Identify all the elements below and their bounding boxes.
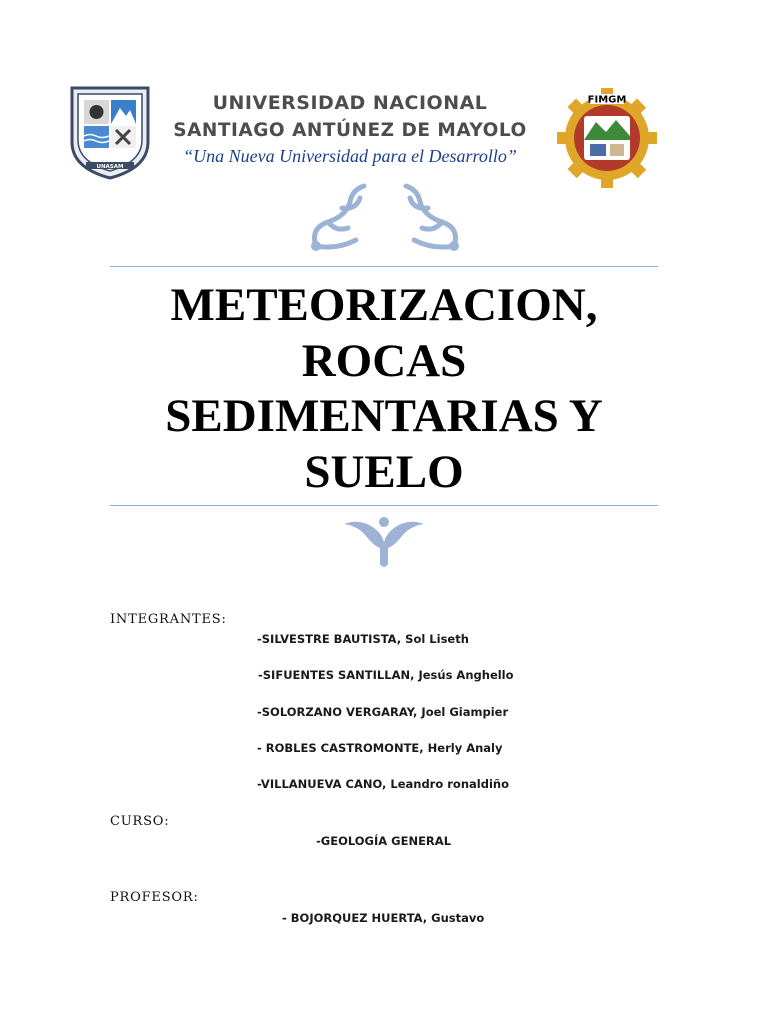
member-item: -SOLORZANO VERGARAY, Joel Giampier [257, 705, 509, 719]
faculty-gear-seal-icon [556, 84, 658, 188]
member-item: -SILVESTRE BAUTISTA, Sol Liseth [257, 632, 469, 646]
course-label: CURSO: [110, 814, 170, 829]
university-motto: “Una Nueva Universidad para el Desarrollo” [183, 146, 517, 166]
course-name: -GEOLOGÍA GENERAL [316, 834, 452, 848]
right-seal-caption: FIMGM [587, 94, 627, 106]
professor-name: - BOJORQUEZ HUERTA, Gustavo [282, 911, 485, 925]
professor-label: PROFESOR: [110, 890, 199, 905]
title-line: ROCAS [301, 334, 467, 387]
title-line: METEORIZACION, [170, 279, 598, 331]
document-title [110, 278, 658, 500]
member-item: -VILLANUEVA CANO, Leandro ronaldiño [257, 777, 509, 791]
university-seal-icon [68, 84, 152, 180]
top-divider [110, 266, 658, 267]
member-item: - ROBLES CASTROMONTE, Herly Analy [257, 741, 503, 755]
title-line: SUELO [304, 445, 464, 498]
university-name-line1: UNIVERSIDAD NACIONAL [212, 92, 488, 114]
flourish-ornament-icon [306, 176, 464, 254]
title-line: SEDIMENTARIAS Y [165, 390, 603, 442]
university-name-line2: SANTIAGO ANTÚNEZ DE MAYOLO [173, 120, 527, 141]
bottom-divider [110, 505, 658, 506]
left-seal-caption: UNASAM [96, 164, 124, 170]
member-item: -SIFUENTES SANTILLAN, Jesús Anghello [258, 668, 514, 682]
fleuron-ornament-icon [340, 516, 428, 570]
members-label: INTEGRANTES: [110, 612, 227, 627]
